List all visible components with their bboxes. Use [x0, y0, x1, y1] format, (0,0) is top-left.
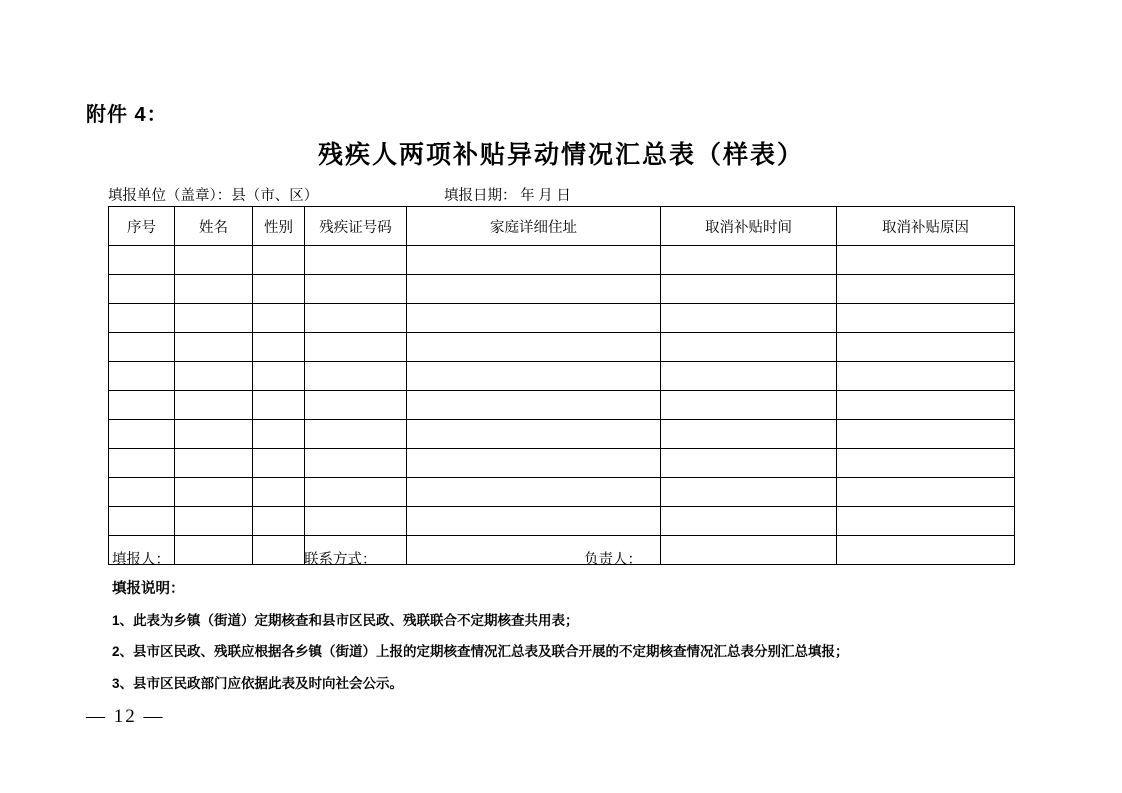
cell-seq[interactable]: [109, 304, 175, 333]
cell-cancel-time[interactable]: [661, 391, 837, 420]
cell-cancel-time[interactable]: [661, 333, 837, 362]
cell-cancel-reason[interactable]: [837, 449, 1015, 478]
cell-cancel-time[interactable]: [661, 449, 837, 478]
table-row: [109, 333, 1015, 362]
cell-name[interactable]: [175, 275, 253, 304]
table-row: [109, 246, 1015, 275]
table-row: [109, 391, 1015, 420]
column-header-cancel-time: 取消补贴时间: [661, 207, 837, 246]
cell-seq[interactable]: [109, 478, 175, 507]
cell-address[interactable]: [407, 449, 661, 478]
cell-disability-id[interactable]: [305, 333, 407, 362]
cell-name[interactable]: [175, 536, 253, 565]
cell-cancel-reason[interactable]: [837, 478, 1015, 507]
cell-name[interactable]: [175, 391, 253, 420]
cell-name[interactable]: [175, 333, 253, 362]
cell-cancel-time[interactable]: [661, 420, 837, 449]
notes-title: 填报说明：: [112, 581, 185, 597]
cell-cancel-reason[interactable]: [837, 362, 1015, 391]
cell-gender[interactable]: [253, 536, 305, 565]
cell-seq[interactable]: [109, 275, 175, 304]
cell-seq[interactable]: [109, 391, 175, 420]
cell-address[interactable]: [407, 420, 661, 449]
cell-cancel-time[interactable]: [661, 536, 837, 565]
cell-cancel-reason[interactable]: [837, 333, 1015, 362]
note-item: 3、县市区民政部门应依据此表及时向社会公示。: [112, 675, 404, 691]
column-header-name: 姓名: [175, 207, 253, 246]
cell-seq[interactable]: [109, 507, 175, 536]
cell-disability-id[interactable]: [305, 304, 407, 333]
cell-cancel-reason[interactable]: [837, 536, 1015, 565]
cell-address[interactable]: [407, 391, 661, 420]
cell-cancel-reason[interactable]: [837, 246, 1015, 275]
table-row: [109, 478, 1015, 507]
cell-name[interactable]: [175, 420, 253, 449]
cell-seq[interactable]: [109, 420, 175, 449]
table-row: [109, 449, 1015, 478]
column-header-address: 家庭详细住址: [407, 207, 661, 246]
cell-cancel-time[interactable]: [661, 304, 837, 333]
cell-gender[interactable]: [253, 391, 305, 420]
cell-gender[interactable]: [253, 275, 305, 304]
cell-gender[interactable]: [253, 304, 305, 333]
cell-cancel-reason[interactable]: [837, 420, 1015, 449]
column-header-disability-id: 残疾证号码: [305, 207, 407, 246]
cell-gender[interactable]: [253, 333, 305, 362]
cell-name[interactable]: [175, 362, 253, 391]
table-header-row: [109, 207, 1015, 246]
reporting-date-label: 填报日期： 年 月 日: [444, 188, 571, 204]
cell-seq[interactable]: [109, 333, 175, 362]
page-title: 残疾人两项补贴异动情况汇总表（样表）: [317, 142, 804, 169]
disability-subsidy-change-table: [108, 206, 1015, 565]
cell-disability-id[interactable]: [305, 420, 407, 449]
table-row: [109, 275, 1015, 304]
cell-name[interactable]: [175, 304, 253, 333]
cell-disability-id[interactable]: [305, 275, 407, 304]
cell-cancel-reason[interactable]: [837, 391, 1015, 420]
cell-seq[interactable]: [109, 246, 175, 275]
cell-address[interactable]: [407, 275, 661, 304]
cell-disability-id[interactable]: [305, 391, 407, 420]
cell-cancel-time[interactable]: [661, 275, 837, 304]
cell-gender[interactable]: [253, 507, 305, 536]
cell-gender[interactable]: [253, 420, 305, 449]
cell-cancel-time[interactable]: [661, 478, 837, 507]
cell-address[interactable]: [407, 478, 661, 507]
cell-name[interactable]: [175, 449, 253, 478]
cell-disability-id[interactable]: [305, 449, 407, 478]
cell-gender[interactable]: [253, 246, 305, 275]
column-header-seq: 序号: [109, 207, 175, 246]
notes-section: [112, 577, 1012, 705]
attachment-label: 附件 4：: [86, 104, 168, 126]
leader-label: 负责人：: [584, 552, 642, 568]
cell-cancel-reason[interactable]: [837, 275, 1015, 304]
note-item: 1、此表为乡镇（街道）定期核查和县市区民政、残联联合不定期核查共用表；: [112, 613, 579, 628]
cell-disability-id[interactable]: [305, 246, 407, 275]
cell-address[interactable]: [407, 246, 661, 275]
filler-label: 填报人：: [112, 552, 170, 568]
note-item: 2、县市区民政、残联应根据各乡镇（街道）上报的定期核查情况汇总表及联合开展的不定期核查情况汇总表分别汇总填报；: [112, 644, 849, 660]
reporting-unit-label: 填报单位（盖章）：县（市、区）: [108, 188, 319, 204]
cell-address[interactable]: [407, 362, 661, 391]
cell-gender[interactable]: [253, 478, 305, 507]
cell-address[interactable]: [407, 507, 661, 536]
table-row: [109, 362, 1015, 391]
cell-name[interactable]: [175, 246, 253, 275]
cell-seq[interactable]: [109, 362, 175, 391]
column-header-cancel-reason: 取消补贴原因: [837, 207, 1015, 246]
cell-cancel-reason[interactable]: [837, 507, 1015, 536]
table-row: [109, 304, 1015, 333]
cell-disability-id[interactable]: [305, 478, 407, 507]
cell-gender[interactable]: [253, 362, 305, 391]
cell-name[interactable]: [175, 478, 253, 507]
cell-cancel-reason[interactable]: [837, 304, 1015, 333]
table-row: [109, 420, 1015, 449]
cell-disability-id[interactable]: [305, 362, 407, 391]
page-number: — 12 —: [86, 706, 165, 727]
cell-cancel-time[interactable]: [661, 507, 837, 536]
cell-seq[interactable]: [109, 449, 175, 478]
cell-address[interactable]: [407, 304, 661, 333]
cell-cancel-time[interactable]: [661, 246, 837, 275]
cell-cancel-time[interactable]: [661, 362, 837, 391]
contact-label: 联系方式：: [304, 552, 377, 568]
table-row: [109, 507, 1015, 536]
table-row: [109, 536, 1015, 565]
cell-address[interactable]: [407, 333, 661, 362]
column-header-gender: 性别: [253, 207, 305, 246]
cell-name[interactable]: [175, 507, 253, 536]
cell-gender[interactable]: [253, 449, 305, 478]
cell-disability-id[interactable]: [305, 507, 407, 536]
